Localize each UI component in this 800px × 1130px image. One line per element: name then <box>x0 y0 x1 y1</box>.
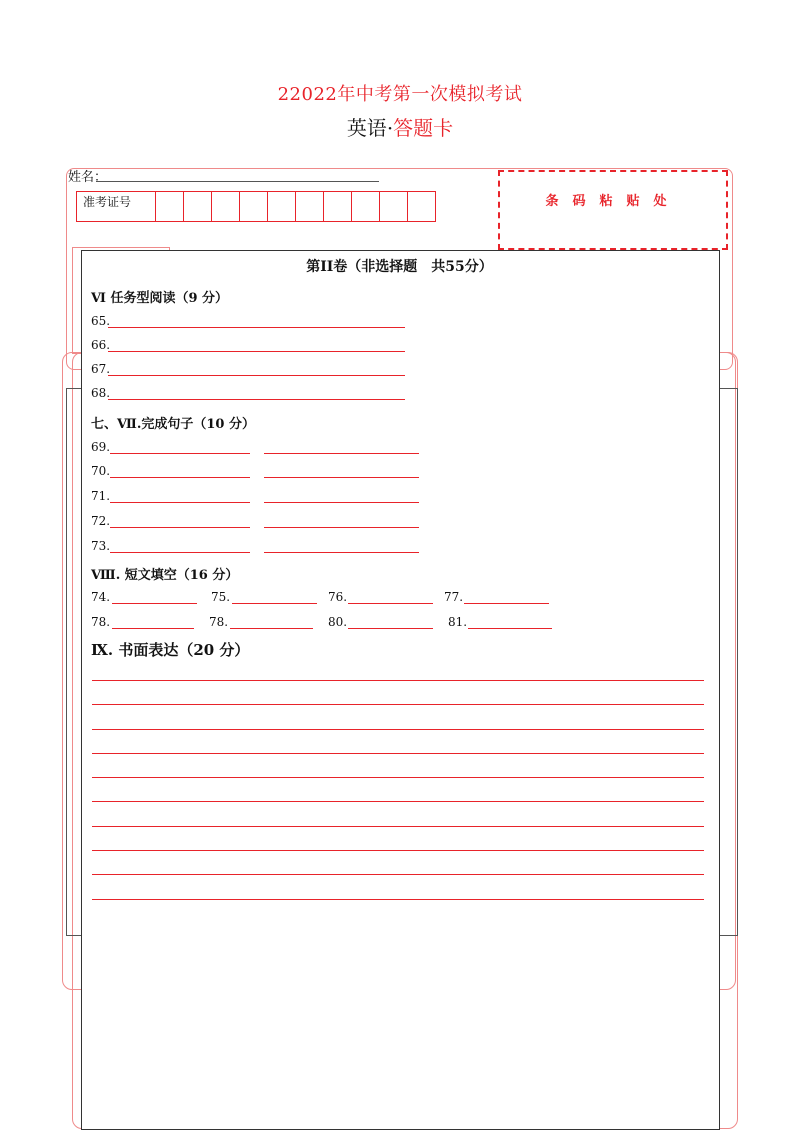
answer-line[interactable] <box>264 477 419 478</box>
answer-line[interactable] <box>110 552 250 553</box>
item-number: 75. <box>211 590 231 604</box>
answer-line[interactable] <box>112 603 197 604</box>
item-number: 78. <box>209 615 229 629</box>
writing-line[interactable] <box>92 850 704 851</box>
answer-line[interactable] <box>232 603 317 604</box>
item-number: 80. <box>328 615 348 629</box>
answer-line[interactable] <box>468 628 552 629</box>
item-number: 72. <box>91 514 111 528</box>
item-number: 71. <box>91 489 111 503</box>
answer-line[interactable] <box>108 399 405 400</box>
writing-line[interactable] <box>92 801 704 802</box>
admission-digit-cell[interactable] <box>240 192 268 221</box>
barcode-area: 条码粘贴处 <box>498 170 728 250</box>
section-writing-heading: Ⅸ. 书面表达（20 分） <box>91 641 250 659</box>
admission-digit-cell[interactable] <box>380 192 408 221</box>
answer-line[interactable] <box>264 453 419 454</box>
item-number: 65. <box>91 314 111 328</box>
answer-line[interactable] <box>112 628 194 629</box>
writing-line[interactable] <box>92 826 704 827</box>
part2-title: 第II卷（非选择题 共55分） <box>306 259 493 275</box>
item-number: 73. <box>91 539 111 553</box>
item-number: 76. <box>328 590 348 604</box>
exam-title: 22022年中考第一次模拟考试 <box>277 84 523 105</box>
admission-digit-cell[interactable] <box>212 192 240 221</box>
answer-line[interactable] <box>264 552 419 553</box>
item-number: 66. <box>91 338 111 352</box>
name-label: 姓名： <box>68 170 108 185</box>
admission-digit-cell[interactable] <box>268 192 296 221</box>
item-number: 70. <box>91 464 111 478</box>
writing-line[interactable] <box>92 899 704 900</box>
answer-line[interactable] <box>110 453 250 454</box>
admission-digit-cell[interactable] <box>184 192 212 221</box>
answer-line[interactable] <box>348 628 433 629</box>
answer-line[interactable] <box>464 603 549 604</box>
item-number: 74. <box>91 590 111 604</box>
answer-line[interactable] <box>110 477 250 478</box>
writing-line[interactable] <box>92 729 704 730</box>
answer-line[interactable] <box>108 375 405 376</box>
admission-digit-cell[interactable] <box>324 192 352 221</box>
admission-digit-cell[interactable] <box>156 192 184 221</box>
admission-number-grid <box>76 191 436 222</box>
item-number: 78. <box>91 615 111 629</box>
writing-line[interactable] <box>92 874 704 875</box>
admission-digit-cell[interactable] <box>296 192 324 221</box>
card-subtitle <box>0 112 800 141</box>
admission-digit-cell[interactable] <box>352 192 380 221</box>
writing-line[interactable] <box>92 704 704 705</box>
answer-line[interactable] <box>108 327 405 328</box>
writing-line[interactable] <box>92 680 704 681</box>
answer-line[interactable] <box>110 502 250 503</box>
item-number: 67. <box>91 362 111 376</box>
item-number: 69. <box>91 440 111 454</box>
answer-sheet-part2 <box>81 250 720 1130</box>
section-cloze-heading: Ⅷ. 短文填空（16 分） <box>91 568 239 583</box>
section-complete-sentences-heading: 七、Ⅶ.完成句子（10 分） <box>91 417 255 432</box>
admission-digit-cell[interactable] <box>408 192 435 221</box>
writing-line[interactable] <box>92 777 704 778</box>
admission-label: 准考证号 <box>77 192 156 221</box>
item-number: 68. <box>91 386 111 400</box>
subject-label: 英语 <box>346 116 387 140</box>
answer-line[interactable] <box>264 502 419 503</box>
section-task-reading-heading: Ⅵ 任务型阅读（9 分） <box>91 291 229 306</box>
answer-line[interactable] <box>264 527 419 528</box>
writing-line[interactable] <box>92 753 704 754</box>
answer-line[interactable] <box>348 603 433 604</box>
answer-line[interactable] <box>110 527 250 528</box>
subtitle-dot: · <box>386 116 394 140</box>
name-field[interactable] <box>96 181 379 182</box>
answer-line[interactable] <box>108 351 405 352</box>
item-number: 81. <box>448 615 468 629</box>
answer-line[interactable] <box>230 628 313 629</box>
item-number: 77. <box>444 590 464 604</box>
card-title: 答题卡 <box>393 116 454 140</box>
